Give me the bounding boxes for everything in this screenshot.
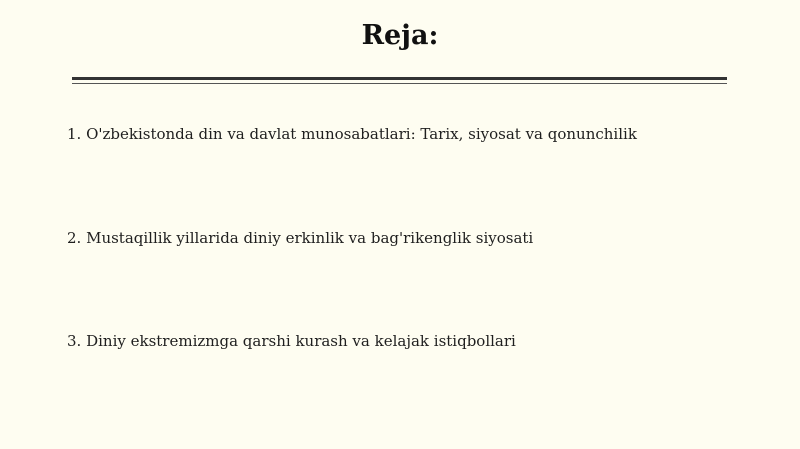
page-title: Reja: bbox=[361, 20, 439, 51]
plan-item-1: 1. O'zbekistonda din va davlat munosabatlari: Tarix, siyosat va qonunchilik bbox=[67, 125, 637, 143]
plan-item-2: 2. Mustaqillik yillarida diniy erkinlik va bag'rikenglik siyosati bbox=[67, 229, 534, 247]
title-divider-thin bbox=[72, 83, 727, 84]
plan-item-3: 3. Diniy ekstremizmga qarshi kurash va kelajak istiqbollari bbox=[67, 332, 516, 350]
title-divider-thick bbox=[72, 77, 727, 80]
